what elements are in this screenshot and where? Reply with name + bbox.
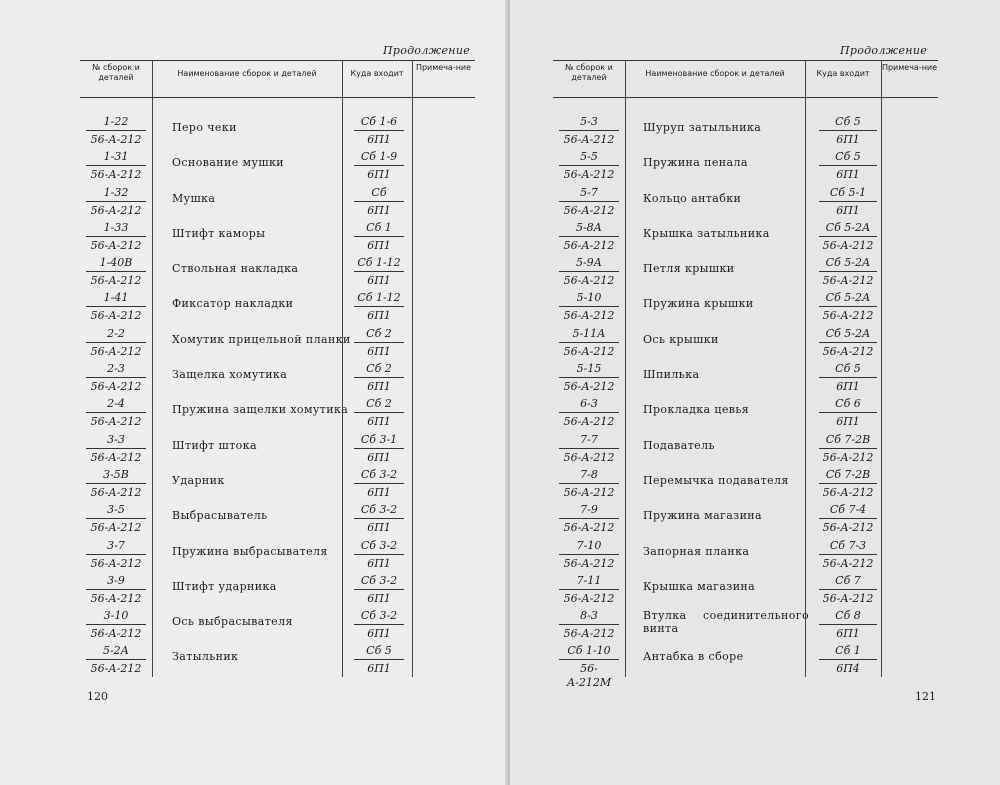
part-destination [354,468,404,500]
part-code [559,115,619,147]
table-row [80,536,475,571]
part-code-drawing: 56-А-212 [90,274,142,288]
destination-assembly: Сб 5-2А [819,291,877,307]
part-code-number: 3-5 [86,503,146,519]
table-row [80,500,475,535]
table-row [553,253,938,288]
part-code-drawing: 56-А-212 [563,627,615,641]
part-name: Хомутик прицельной планки [172,332,351,346]
table-top-rule [80,60,475,61]
destination-assembly: Сб 1-9 [354,150,404,166]
part-destination [354,539,404,571]
part-code-number: 3-10 [86,609,146,625]
part-code-number: 5-11А [559,327,619,343]
header-name [625,63,805,79]
part-code [559,609,619,641]
part-code-drawing: 56-А-212 [563,380,615,394]
part-code [559,433,619,465]
part-code [86,221,146,253]
part-code-drawing: 56-А-212 [563,309,615,323]
part-destination [819,609,877,641]
destination-assembly: Сб 1 [819,644,877,660]
destination-assembly: Сб 5 [819,115,877,131]
part-destination [819,150,877,182]
part-code-drawing: 56-А-212 [90,662,142,676]
part-code-number: 5-15 [559,362,619,378]
destination-assembly: Сб 5-2А [819,327,877,343]
part-destination [819,539,877,571]
destination-assembly: Сб 2 [354,362,404,378]
part-destination [354,574,404,606]
part-code-drawing: 56-А-212 [563,203,615,217]
header-name [152,63,342,79]
part-code-number: 1-40В [86,256,146,272]
part-name: Перо чеки [172,121,237,134]
part-code [559,362,619,394]
part-code-number: 5-2А [86,644,146,660]
right-page [510,0,1000,785]
part-code [86,150,146,182]
part-code-number: 5-3 [559,115,619,131]
header-destination [805,63,881,79]
page-number: 121 [915,690,936,703]
part-code-number: 7-8 [559,468,619,484]
part-name: Ось крышки [643,332,719,346]
destination-drawing: 56-А-212 [822,344,874,358]
part-code-number: 1-22 [86,115,146,131]
destination-drawing: 6П1 [367,168,391,182]
destination-assembly: Сб 1 [354,221,404,237]
part-code [86,609,146,641]
table-row [80,288,475,323]
table-body [80,112,475,677]
destination-drawing: 6П1 [367,415,391,429]
part-destination [819,221,877,253]
part-name: Пружина крышки [643,297,754,311]
part-destination [819,327,877,359]
part-code [559,397,619,429]
part-code [86,468,146,500]
part-code-number: 6-3 [559,397,619,413]
part-name: Затыльник [172,650,239,664]
table-row [553,359,938,394]
destination-assembly: Сб 2 [354,397,404,413]
destination-assembly: Сб 7-2В [819,433,877,449]
destination-drawing: 56-А-212 [822,591,874,605]
destination-assembly: Сб 1-6 [354,115,404,131]
part-destination [354,609,404,641]
part-code [86,539,146,571]
destination-drawing: 6П1 [367,203,391,217]
destination-assembly: Сб 7-4 [819,503,877,519]
table-row [553,324,938,359]
part-code-drawing: 56-А-212 [90,238,142,252]
part-code-drawing: 56-А-212 [563,521,615,535]
part-destination [819,468,877,500]
destination-assembly: Сб 5 [354,644,404,660]
part-code-drawing: 56-А-212 [563,415,615,429]
part-code [86,115,146,147]
destination-assembly: Сб 3-2 [354,539,404,555]
destination-assembly: Сб 3-2 [354,468,404,484]
part-name: Выбрасыватель [172,509,268,523]
part-name: Петля крышки [643,262,735,276]
destination-drawing: 6П1 [367,556,391,570]
part-destination [819,397,877,429]
destination-drawing: 6П1 [367,662,391,676]
destination-drawing: 6П1 [836,415,860,429]
destination-assembly: Сб 7 [819,574,877,590]
page-number: 120 [87,690,108,703]
part-code [559,574,619,606]
part-name: Защелка хомутика [172,368,288,382]
part-code-drawing: 56-А-212М [566,662,612,690]
table-row [553,500,938,535]
header-destination-text: Куда входит [816,69,870,78]
part-code-number: 3-5В [86,468,146,484]
part-name: Подаватель [643,438,715,452]
destination-assembly: Сб [354,186,404,202]
part-code [559,221,619,253]
part-code-drawing: 56-А-212 [563,591,615,605]
part-name: Антабка в сборе [643,650,744,664]
part-name: Запорная планка [643,544,750,558]
part-code [559,644,619,690]
header-rule [80,97,475,98]
part-name: Мушка [172,191,216,205]
destination-assembly: Сб 7-2В [819,468,877,484]
table-row [553,536,938,571]
header-note: Примеча-ние [415,63,472,72]
table-row [553,288,938,323]
continuation-label: Продолжение [840,44,928,57]
part-name: Крышка затыльника [643,226,770,240]
continuation-label: Продолжение [383,44,471,57]
table-row [553,147,938,182]
part-code-number: 7-10 [559,539,619,555]
table-row [553,465,938,500]
part-code [559,327,619,359]
destination-drawing: 6П1 [836,133,860,146]
part-code-drawing: 56-А-212 [90,627,142,641]
part-destination [354,256,404,288]
table-row [553,430,938,465]
destination-assembly: Сб 5 [819,362,877,378]
part-code [559,256,619,288]
part-destination [354,503,404,535]
part-name: Штифт штока [172,438,257,452]
part-code [86,291,146,323]
table-row [80,112,475,147]
part-code-number: 2-4 [86,397,146,413]
part-name: Крышка магазина [643,579,756,593]
part-code-number: 3-3 [86,433,146,449]
destination-drawing: 6П1 [836,168,860,182]
part-code [559,503,619,535]
part-destination [354,186,404,218]
part-code [559,291,619,323]
part-code-drawing: 56-А-212 [563,485,615,499]
destination-drawing: 6П1 [367,344,391,358]
destination-drawing: 6П1 [367,133,391,146]
part-code-number: 1-32 [86,186,146,202]
table-row [553,641,938,690]
part-code-number: 5-10 [559,291,619,307]
part-code-number: 2-3 [86,362,146,378]
part-destination [354,150,404,182]
destination-drawing: 6П1 [367,521,391,535]
destination-assembly: Сб 3-2 [354,574,404,590]
destination-assembly: Сб 1-12 [354,256,404,272]
part-code [559,150,619,182]
part-code [86,644,146,676]
part-name: Пружина пенала [643,156,748,170]
part-name: Ствольная накладка [172,262,299,276]
destination-assembly: Сб 5-2А [819,256,877,272]
destination-assembly: Сб 1-12 [354,291,404,307]
part-code [559,186,619,218]
destination-drawing: 6П1 [367,627,391,641]
table-body [553,112,938,690]
part-code [559,539,619,571]
destination-assembly: Сб 5 [819,150,877,166]
destination-drawing: 6П4 [836,662,860,676]
part-code-number: 8-3 [559,609,619,625]
destination-drawing: 56-А-212 [822,309,874,323]
part-code-drawing: 56-А-212 [563,556,615,570]
part-code [86,327,146,359]
table-row [80,147,475,182]
part-code-drawing: 56-А-212 [563,450,615,464]
parts-table [80,60,475,677]
parts-table [553,60,938,690]
header-code: № сборок и деталей [92,63,140,82]
destination-drawing: 6П1 [367,309,391,323]
part-code-number: 1-41 [86,291,146,307]
header-code: № сборок и деталей [565,63,613,82]
part-code-drawing: 56-А-212 [563,344,615,358]
table-row [80,183,475,218]
part-destination [819,115,877,147]
table-row [553,571,938,606]
part-name: Ось выбрасывателя [172,615,293,629]
destination-assembly: Сб 3-2 [354,609,404,625]
part-name: Прокладка цевья [643,403,750,417]
part-name: Втулка соединительного винта [643,609,809,636]
destination-drawing: 56-А-212 [822,556,874,570]
part-code-number: 5-5 [559,150,619,166]
part-code-drawing: 56-А-212 [90,556,142,570]
part-code-drawing: 56-А-212 [563,274,615,288]
destination-drawing: 6П1 [367,238,391,252]
header-name-text: Наименование сборок и деталей [177,69,317,78]
part-name: Основание мушки [172,156,285,170]
destination-drawing: 6П1 [836,627,860,641]
part-code [86,186,146,218]
part-code-drawing: 56-А-212 [90,485,142,499]
part-name: Шуруп затыльника [643,121,762,134]
part-code-number: 1-31 [86,150,146,166]
part-code-drawing: 56-А-212 [90,344,142,358]
part-name: Шпилька [643,368,700,382]
part-destination [354,644,404,676]
part-destination [819,433,877,465]
part-code-drawing: 56-А-212 [90,591,142,605]
part-code-drawing: 56-А-212 [563,168,615,182]
table-row [553,218,938,253]
part-code-number: 1-33 [86,221,146,237]
part-code [86,362,146,394]
part-code-drawing: 56-А-212 [563,133,615,146]
part-code-number: 3-9 [86,574,146,590]
part-destination [819,362,877,394]
part-code-drawing: 56-А-212 [90,521,142,535]
part-destination [354,362,404,394]
table-row [553,112,938,147]
table-row [80,253,475,288]
part-code-number: 5-8А [559,221,619,237]
part-destination [819,291,877,323]
part-code-number: 7-11 [559,574,619,590]
destination-assembly: Сб 3-1 [354,433,404,449]
part-name: Штифт ударника [172,579,277,593]
part-destination [354,115,404,147]
header-destination [342,63,412,79]
part-code [86,433,146,465]
destination-assembly: Сб 8 [819,609,877,625]
destination-drawing: 6П1 [367,274,391,288]
table-row [80,641,475,676]
part-destination [354,433,404,465]
part-name: Кольцо антабки [643,191,742,205]
destination-drawing: 56-А-212 [822,450,874,464]
part-code-number: 7-9 [559,503,619,519]
table-row [80,430,475,465]
table-row [553,606,938,641]
table-row [80,218,475,253]
part-name: Штифт каморы [172,226,266,240]
part-name: Пружина защелки хомутика [172,403,349,417]
table-row [80,394,475,429]
table-row [80,571,475,606]
part-code-number: 3-7 [86,539,146,555]
part-destination [354,291,404,323]
destination-drawing: 56-А-212 [822,485,874,499]
part-code-drawing: 56-А-212 [90,133,142,146]
part-destination [819,186,877,218]
part-code [86,574,146,606]
part-code-number: 5-9А [559,256,619,272]
destination-drawing: 6П1 [367,591,391,605]
destination-drawing: 6П1 [367,450,391,464]
destination-drawing: 56-А-212 [822,274,874,288]
part-code-number: 5-7 [559,186,619,202]
part-code-drawing: 56-А-212 [563,238,615,252]
table-row [80,465,475,500]
part-code [86,256,146,288]
part-code-drawing: 56-А-212 [90,203,142,217]
destination-assembly: Сб 2 [354,327,404,343]
part-code-drawing: 56-А-212 [90,415,142,429]
header-note: Примеча-ние [881,63,938,72]
part-destination [819,256,877,288]
part-destination [819,574,877,606]
destination-drawing: 6П1 [367,380,391,394]
table-row [80,606,475,641]
destination-assembly: Сб 5-2А [819,221,877,237]
part-destination [354,221,404,253]
part-name: Фиксатор накладки [172,297,294,311]
destination-assembly: Сб 7-3 [819,539,877,555]
part-destination [819,503,877,535]
part-name: Перемычка подавателя [643,473,789,487]
part-name: Пружина магазина [643,509,762,523]
destination-drawing: 6П1 [836,203,860,217]
destination-assembly: Сб 6 [819,397,877,413]
part-name: Ударник [172,473,225,487]
table-row [80,324,475,359]
destination-drawing: 6П1 [836,380,860,394]
part-code-number: 2-2 [86,327,146,343]
destination-drawing: 56-А-212 [822,238,874,252]
table-row [553,183,938,218]
part-code-drawing: 56-А-212 [90,380,142,394]
destination-assembly: Сб 3-2 [354,503,404,519]
destination-drawing: 6П1 [367,485,391,499]
part-code-number: 7-7 [559,433,619,449]
destination-drawing: 56-А-212 [822,521,874,535]
part-code [559,468,619,500]
table-row [80,359,475,394]
part-code [86,397,146,429]
part-code-drawing: 56-А-212 [90,450,142,464]
part-destination [354,327,404,359]
destination-assembly: Сб 5-1 [819,186,877,202]
part-code-drawing: 56-А-212 [90,168,142,182]
table-row [553,394,938,429]
header-destination-text: Куда входит [350,69,404,78]
part-destination [819,644,877,676]
part-code-number: Сб 1-10 [559,644,619,660]
part-code-drawing: 56-А-212 [90,309,142,323]
part-code [86,503,146,535]
header-name-text: Наименование сборок и деталей [645,69,785,78]
part-name: Пружина выбрасывателя [172,544,328,558]
part-destination [354,397,404,429]
